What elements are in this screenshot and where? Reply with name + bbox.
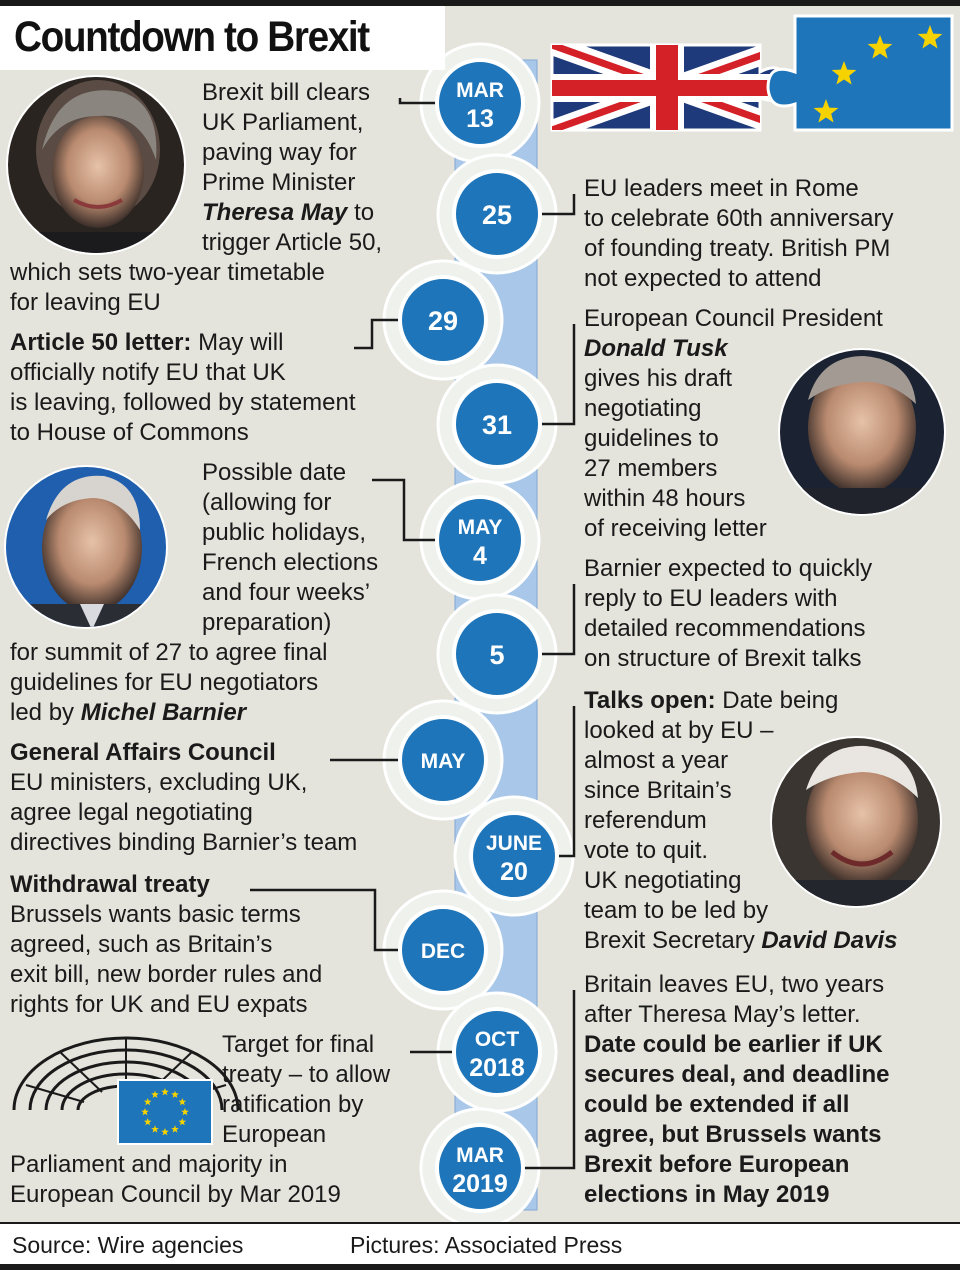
event-may4-text-2: for summit of 27 to agree final guidelines for EU negotiators led by — [10, 639, 328, 726]
event-oct2018: Target for final treaty – to allow ratification by European — [222, 1031, 391, 1148]
event-5: Barnier expected to quickly reply to EU leaders with detailed recommendations on structure of Brexit talks — [584, 555, 873, 672]
timeline-date-day: 2019 — [452, 1170, 508, 1198]
event-may-text: EU ministers, excluding UK, agree legal negotiating directives binding Barnier’s team — [10, 769, 358, 856]
event-mar2019-text: Britain leaves EU, two years after Theresa May’s letter. — [584, 971, 885, 1028]
general-affairs-heading: General Affairs Council — [10, 739, 276, 766]
event-june20 — [584, 686, 960, 956]
event-mar13-text-2: to trigger Article 50, — [202, 199, 383, 256]
michel-barnier-photo — [0, 460, 180, 644]
event-june20-text: Date being looked at by EU – almost a year since Britain’s referendum vote to quit. UK negotiating team to be led by Brexit Secretary — [584, 687, 839, 954]
union-jack-puzzle-icon — [552, 45, 792, 135]
timeline-date-month: JUNE — [485, 832, 543, 855]
event-mar13-continued: which sets two-year timetable for leaving EU — [10, 259, 325, 316]
timeline-date-circle — [454, 1009, 540, 1095]
timeline-date-day: 2018 — [469, 1054, 525, 1082]
timeline-date-day: 31 — [481, 410, 513, 440]
event-31 — [584, 304, 954, 544]
timeline-date-month: MAR — [456, 79, 504, 102]
timeline-date-day: 13 — [466, 105, 494, 133]
event-may4: Possible date (allowing for public holidays, French elections and four weeks’ preparation) — [202, 459, 379, 636]
event-31-text: European Council President — [584, 305, 883, 332]
timeline-date-circle — [437, 1125, 523, 1211]
eu-flag-icon — [118, 1080, 212, 1144]
talks-open-heading: Talks open: — [584, 687, 716, 714]
pictures-credit: Pictures: Associated Press — [350, 1232, 623, 1258]
event-mar2019-bold: Date could be earlier if UK secures deal, and deadline could be extended if all agree, but Brussels wants Brexit before European elections in May 2019 — [584, 1031, 890, 1208]
timeline-date-day: 5 — [489, 640, 505, 670]
timeline-date-day: 29 — [427, 306, 459, 336]
timeline-date-day: 4 — [473, 542, 487, 570]
event-25: EU leaders meet in Rome to celebrate 60th anniversary of founding treaty. British PM not expected to attend — [584, 175, 894, 292]
event-oct2018-continued: Parliament and majority in European Council by Mar 2019 — [10, 1151, 341, 1208]
donald-tusk-name: Donald Tusk — [584, 335, 728, 362]
event-dec — [10, 870, 430, 1020]
timeline-date-circle — [437, 497, 523, 583]
timeline-date-month: OCT — [474, 1028, 520, 1051]
event-may4-continued — [10, 638, 430, 728]
event-mar13-text: Brexit bill clears UK Parliament, paving way for Prime Minister — [202, 79, 371, 196]
timeline-date-month: DEC — [420, 940, 466, 963]
event-mar13 — [202, 78, 442, 258]
michel-barnier-name: Michel Barnier — [80, 699, 247, 726]
theresa-may-name: Theresa May — [202, 199, 348, 226]
event-29-text: May will officially notify EU that UK is leaving, followed by statement to House of Commons — [10, 329, 356, 446]
timeline-date-circle — [437, 60, 523, 146]
david-davis-name: David Davis — [761, 927, 898, 954]
timeline-date-day: 25 — [481, 200, 513, 230]
withdrawal-treaty-heading: Withdrawal treaty — [10, 871, 210, 898]
eu-flag-puzzle-icon — [768, 16, 952, 130]
event-mar2019 — [584, 970, 960, 1210]
timeline-date-month: MAR — [456, 1144, 504, 1167]
article-50-heading: Article 50 letter: — [10, 329, 192, 356]
timeline-date-circle — [471, 813, 557, 899]
event-31-text-2: gives his draft negotiating guidelines to 27 members within 48 hours of receiving letter — [584, 365, 767, 542]
theresa-may-photo — [0, 70, 200, 272]
event-dec-text: Brussels wants basic terms agreed, such as Britain’s exit bill, new border rules and rights for UK and EU expats — [10, 901, 323, 1018]
timeline-date-day: 20 — [500, 858, 528, 886]
bottom-rule — [0, 1264, 960, 1270]
timeline-date-month: MAY — [420, 750, 466, 773]
timeline-date-month: MAY — [457, 516, 503, 539]
source-credit: Source: Wire agencies — [12, 1232, 244, 1258]
footer — [0, 1222, 960, 1266]
event-may — [10, 738, 430, 858]
event-29 — [10, 328, 430, 448]
title-box — [0, 6, 445, 70]
page-title: Countdown to Brexit — [14, 13, 369, 61]
